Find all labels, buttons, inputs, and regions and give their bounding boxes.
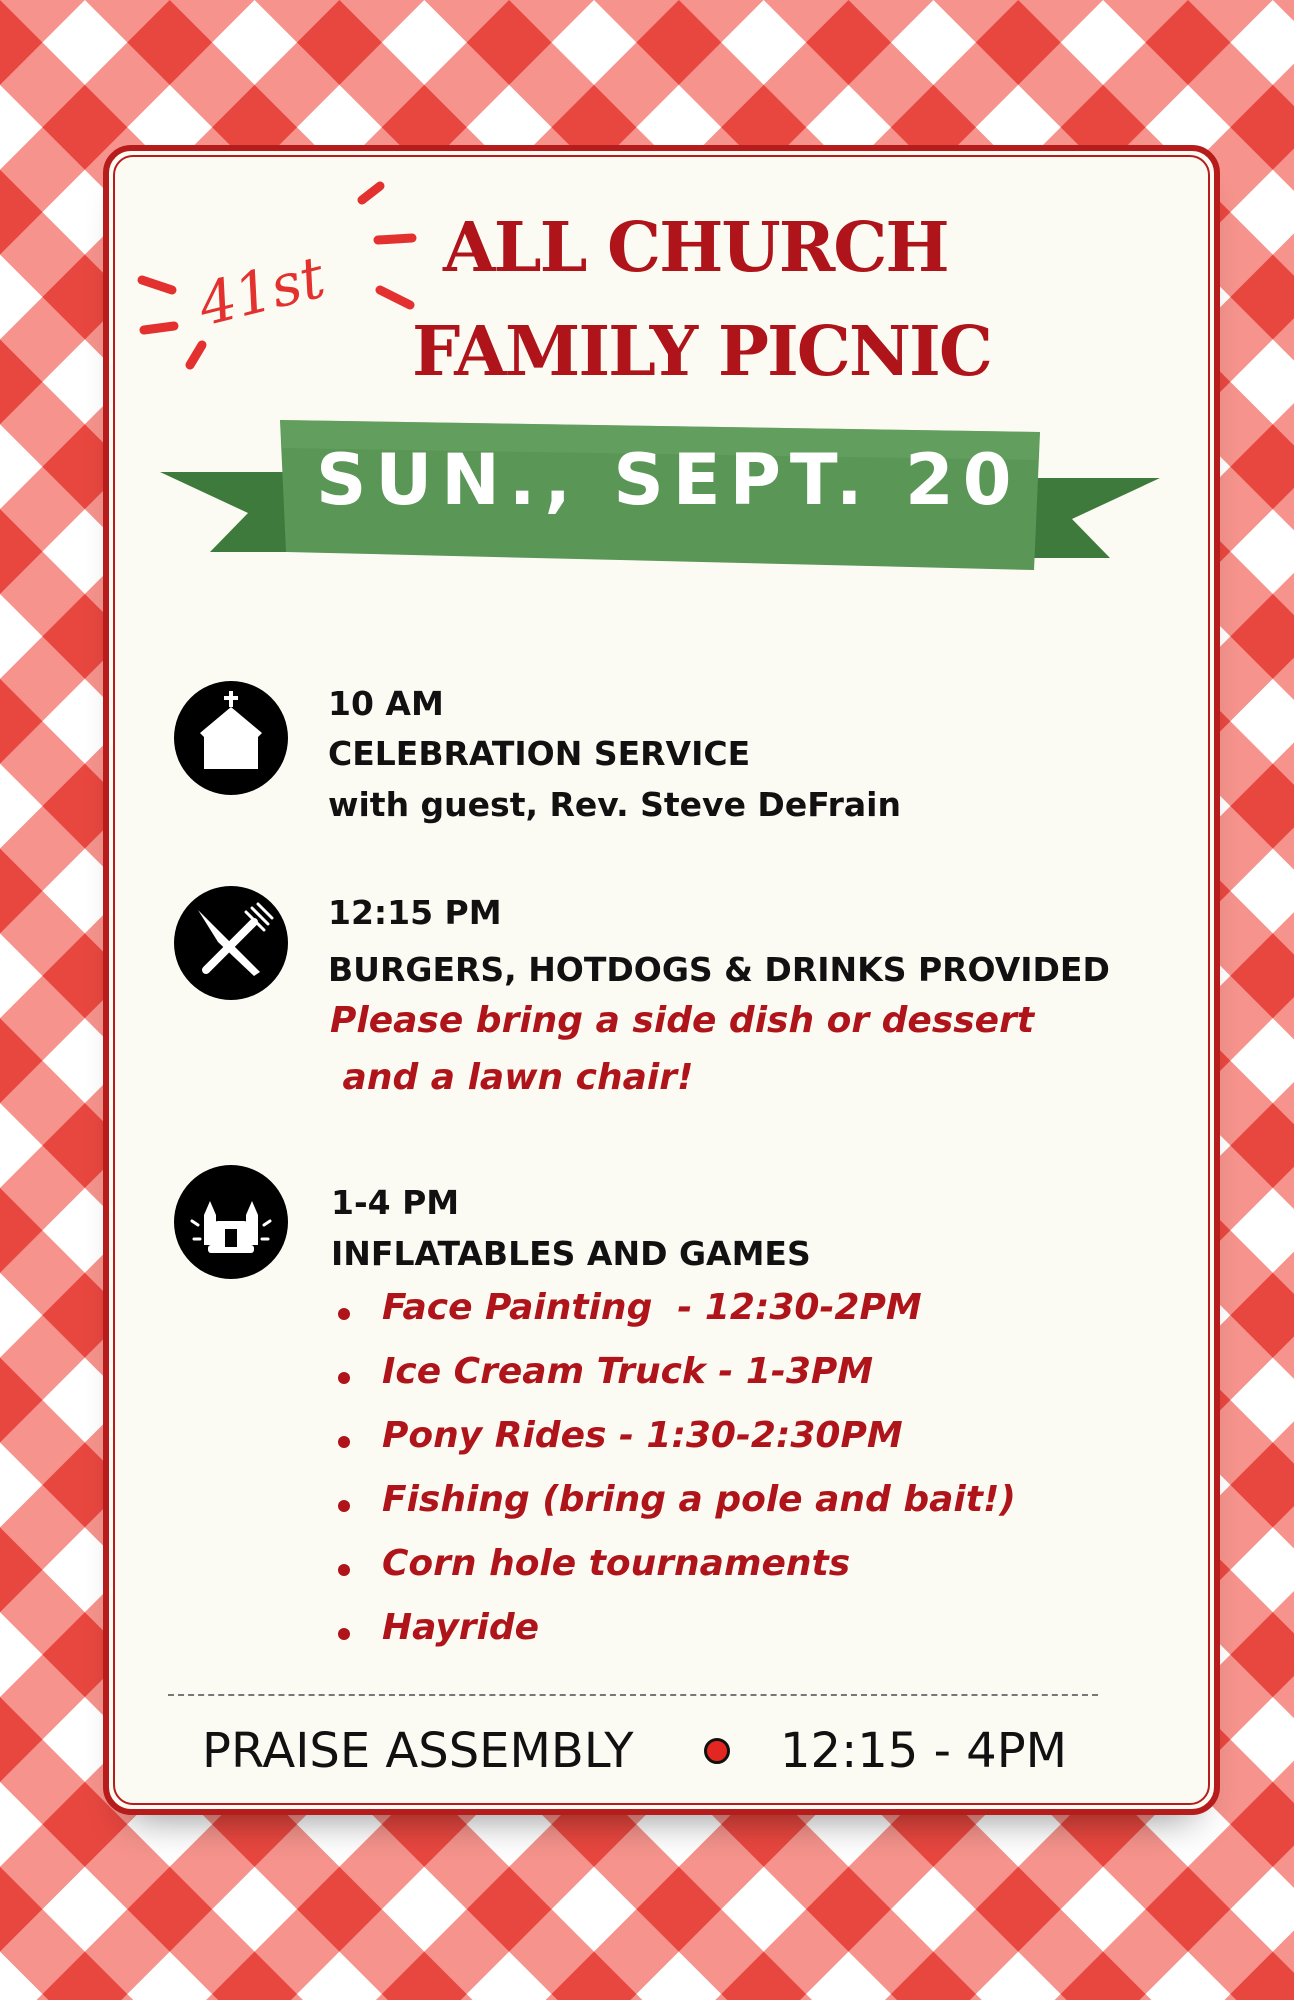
event-2-title: BURGERS, HOTDOGS & DRINKS PROVIDED xyxy=(328,950,1110,989)
activities-list xyxy=(332,1286,1016,1670)
venue-name: PRAISE ASSEMBLY xyxy=(202,1723,634,1779)
activity-label: Hayride xyxy=(382,1607,540,1648)
event-1-time: 10 AM xyxy=(328,684,444,723)
list-item xyxy=(382,1350,1016,1414)
event-1-detail: with guest, Rev. Steve DeFrain xyxy=(328,785,901,824)
bullet-icon xyxy=(338,1436,350,1448)
activity-label: Corn hole tournaments xyxy=(382,1543,851,1584)
list-item xyxy=(382,1606,1016,1670)
list-item xyxy=(382,1478,1016,1542)
separator-dot-icon xyxy=(704,1738,730,1764)
fork-knife-icon xyxy=(174,886,288,1000)
list-item xyxy=(382,1414,1016,1478)
event-2-time: 12:15 PM xyxy=(328,893,502,932)
bullet-icon xyxy=(338,1500,350,1512)
event-hours: 12:15 - 4PM xyxy=(780,1723,1068,1779)
bullet-icon xyxy=(338,1372,350,1384)
church-icon xyxy=(174,681,288,795)
activity-label: Fishing (bring a pole and bait!) xyxy=(382,1479,1016,1520)
event-1-title: CELEBRATION SERVICE xyxy=(328,734,751,773)
event-2-note-line-2: and a lawn chair! xyxy=(330,1057,694,1098)
title-line-2: FAMILY PICNIC xyxy=(412,312,991,392)
bullet-icon xyxy=(338,1308,350,1320)
ordinal-label: 41st xyxy=(191,242,332,340)
activity-label: Ice Cream Truck - 1-3PM xyxy=(382,1351,874,1392)
activity-label: Face Painting - 12:30-2PM xyxy=(382,1287,922,1328)
event-2-note-line-1: Please bring a side dish or dessert xyxy=(330,1000,1035,1041)
event-3-time: 1-4 PM xyxy=(331,1183,460,1222)
bounce-house-icon xyxy=(174,1165,288,1279)
list-item xyxy=(382,1542,1016,1606)
activity-label: Pony Rides - 1:30-2:30PM xyxy=(382,1415,903,1456)
list-item xyxy=(382,1286,1016,1350)
bullet-icon xyxy=(338,1564,350,1576)
bullet-icon xyxy=(338,1628,350,1640)
event-3-title: INFLATABLES AND GAMES xyxy=(331,1234,811,1273)
title-line-1: ALL CHURCH xyxy=(443,208,948,288)
footer-divider xyxy=(168,1694,1098,1696)
event-date: SUN., SEPT. 20 xyxy=(316,439,1021,521)
